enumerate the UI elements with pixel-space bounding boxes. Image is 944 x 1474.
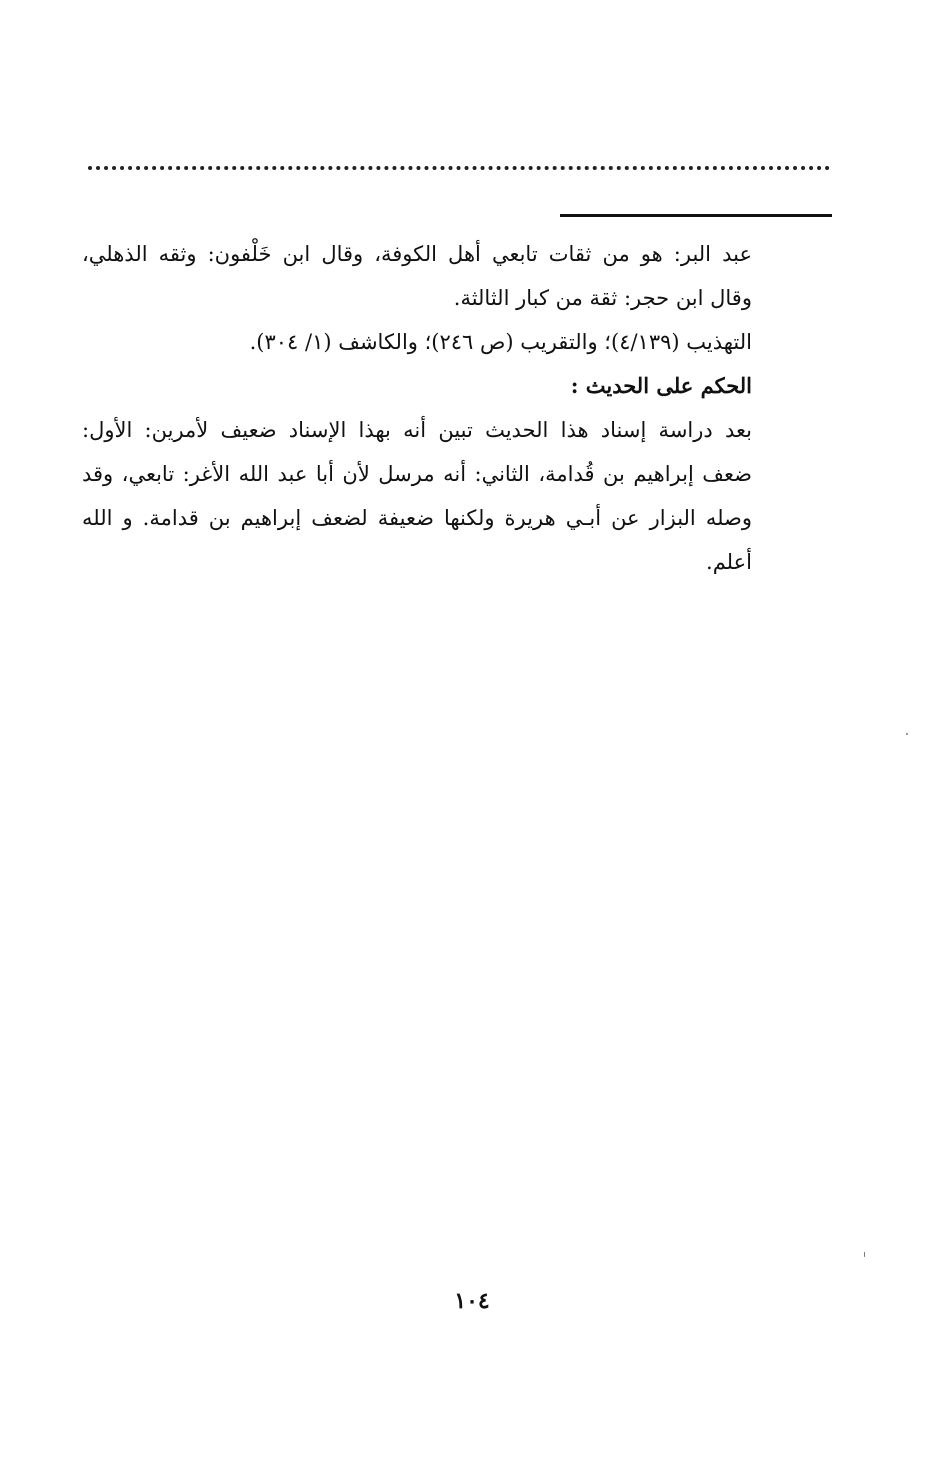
page-body	[82, 232, 752, 584]
ruling-heading: الحكم على الحديث :	[570, 373, 752, 398]
ruling-line-3: وصله البزار عن أبـي هريرة ولكنها ضعيفة لضعف إبراهيم بن قدامة. و الله	[82, 506, 752, 530]
ruling-line-2: ضعف إبراهيم بن قُدامة، الثاني: أنه مرسل لأن أبا عبد الله الأغر: تابعي، وقد	[82, 462, 752, 486]
ruling-line-1: بعد دراسة إسناد هذا الحديث تبين أنه بهذا الإسناد ضعيف لأمرين: الأول:	[82, 418, 752, 442]
page-number: ١٠٤	[454, 1288, 490, 1314]
footnote-line-2: وقال ابن حجر: ثقة من كبار الثالثة.	[453, 286, 752, 310]
scan-speck	[864, 1252, 865, 1257]
scan-speck	[906, 733, 908, 735]
footnote-dotted-separator	[88, 166, 830, 170]
footnote-rule	[560, 214, 832, 217]
footnote-references: التهذيب (٤/١٣٩)؛ والتقريب (ص ٢٤٦)؛ والكاشف (١/ ٣٠٤).	[249, 330, 752, 354]
ruling-line-4: أعلم.	[706, 550, 752, 574]
footnote-line-1: عبد البر: هو من ثقات تابعي أهل الكوفة، وقال ابن خَلْفون: وثقه الذهلي،	[82, 242, 752, 266]
